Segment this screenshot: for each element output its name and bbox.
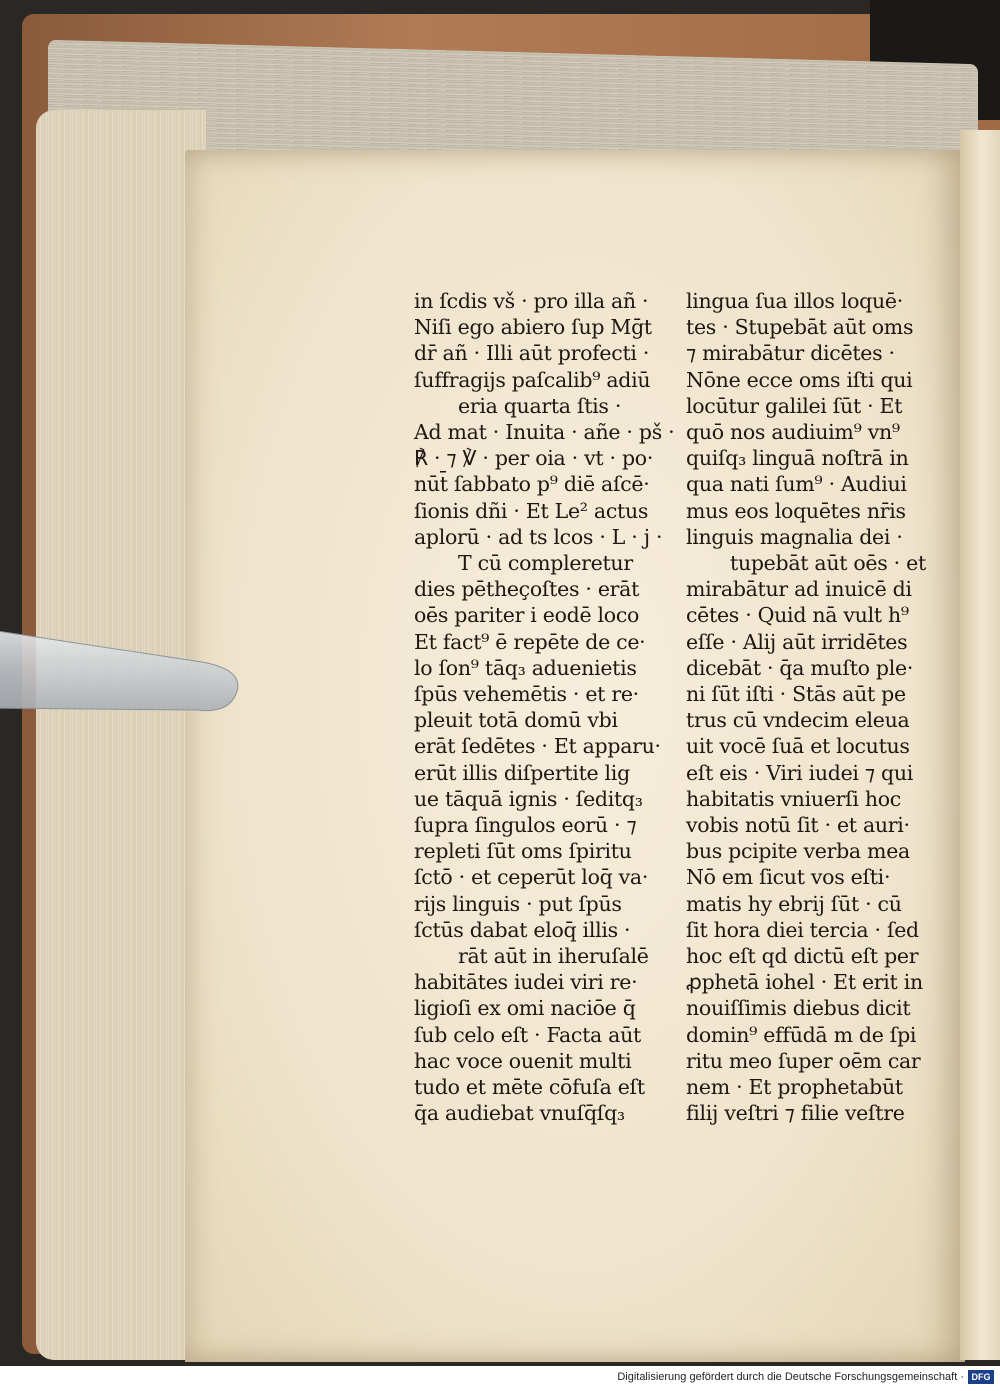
text-line: erāt ſedētes · Et apparu· <box>414 734 661 759</box>
text-line: repleti ſūt oms ſpiritu <box>414 839 632 864</box>
text-line: ꝓphetā iohel · Et erit in <box>686 970 923 995</box>
text-line: tes · Stupebāt aūt oms <box>686 315 914 340</box>
text-column-left <box>414 288 675 1127</box>
text-line: Nōne ecce oms iſti qui <box>686 367 913 392</box>
text-line: tudo et mēte cōfuſa eſt <box>414 1075 645 1100</box>
text-line: cētes · Quid nā vult h⁹ <box>686 603 909 628</box>
text-line: filij veſtri ⁊ filie veſtre <box>686 1101 905 1126</box>
text-line: bus pcipite verba mea <box>686 839 910 864</box>
text-line: rāt aūt in iheruſalē <box>458 944 649 969</box>
text-line: ſuffragijs paſcalib⁹ adiū <box>414 367 651 392</box>
text-line: linguis magnalia dei · <box>686 524 903 549</box>
text-line: matis hy ebrij ſūt · cū <box>686 891 902 916</box>
funding-credit: Digitalisierung gefördert durch die Deutsche Forschungsgemeinschaft · <box>617 1371 964 1383</box>
text-line: Et fact⁹ ē repēte de ce· <box>414 629 646 654</box>
text-line: oēs pariter i eodē loco <box>414 603 640 628</box>
text-line: eſt eis · Viri iudei ⁊ qui <box>686 760 913 785</box>
text-line: ⁊ mirabātur dicētes · <box>686 341 895 366</box>
text-line: nouiſſimis diebus dicit <box>686 996 911 1021</box>
page-edges-left <box>36 110 206 1360</box>
text-line: quō nos audiuim⁹ vn⁹ <box>686 420 900 445</box>
text-line: qua nati ſum⁹ · Audiui <box>686 472 907 497</box>
text-column-right <box>686 288 942 1127</box>
text-line: domin⁹ effūdā m de ſpi <box>686 1022 917 1047</box>
text-line: nūt̄ ſabbato p⁹ diē aſcē· <box>414 472 650 497</box>
text-line: quiſq₃ linguā noſtrā in <box>686 446 909 471</box>
text-line: hac voce ouenit multi <box>414 1048 632 1073</box>
bookmark-strip <box>0 622 248 718</box>
text-line: habitātes iudei viri re· <box>414 970 638 995</box>
text-line: in ſcdis vš · pro illa añ · <box>414 289 649 313</box>
text-line: ſctūs dabat eloq̄ illis · <box>414 917 631 942</box>
text-line: Ad mat · Inuita · añe · pš · <box>414 420 675 445</box>
text-line: locūtur galilei ſūt · Et <box>686 393 903 418</box>
text-line: ligioſi ex omi naciōe q̄ <box>414 996 636 1021</box>
text-line: eria quarta ſtis · <box>458 393 622 418</box>
facing-page-edge <box>960 130 1000 1360</box>
text-line: aplorū · ad ts lcos · L · j · <box>414 524 663 549</box>
text-line: ritu meo ſuper oēm car <box>686 1048 921 1073</box>
text-line: q̄a audiebat vnuſq̄ſq₃ <box>414 1101 625 1126</box>
text-line: ℟ · ⁊ ℣ · per oia · vt · po· <box>414 446 654 471</box>
text-line: ſctō · et ceperūt loq̄ va· <box>414 865 649 890</box>
text-line: uit vocē ſuā et locutus <box>686 734 910 759</box>
text-line: nem · Et prophetabūt <box>686 1075 903 1100</box>
text-line: rijs linguis · put ſpūs <box>414 891 622 916</box>
text-line: ſupra ſingulos eorū · ⁊ <box>414 813 637 838</box>
text-line: ſit hora diei tercia · ſed <box>686 917 919 942</box>
text-line: habitatis vniuerſi hoc <box>686 786 901 811</box>
text-line: pleuit totā domū vbi <box>414 708 618 733</box>
text-line: ue tāquā ignis · ſeditq₃ <box>414 786 643 811</box>
text-line: hoc eſt qd dictū eſt per <box>686 944 919 969</box>
text-line: vobis notū ſit · et auri· <box>686 813 910 838</box>
text-line: mirabātur ad inuicē di <box>686 577 912 602</box>
text-line: tupebāt aūt oēs · et <box>730 551 926 576</box>
text-line: ni ſūt iſti · Stās aūt pe <box>686 682 906 707</box>
text-line: ſub celo eſt · Facta aūt <box>414 1022 641 1047</box>
text-line: mus eos loquētes nr̄is <box>686 498 906 523</box>
text-line: Nō em ſicut vos eſti· <box>686 865 891 890</box>
text-line: ſionis dñi · Et Le² actus <box>414 498 649 523</box>
text-line: trus cū vndecim eleua <box>686 708 910 733</box>
text-line: dies pētheçoſtes · erāt <box>414 577 640 602</box>
text-line: erūt illis diſpertite lig <box>414 760 630 785</box>
text-line: dr̄ añ · Illi aūt profecti · <box>414 341 650 366</box>
text-line: T cū compleretur <box>458 551 633 576</box>
text-line: lingua ſua illos loquē· <box>686 289 903 313</box>
text-line: eſſe · Alij aūt irridētes <box>686 629 908 654</box>
text-line: Niſi ego abiero ſup Mḡt <box>414 315 652 340</box>
text-line: dicebāt · q̄a muſto ple· <box>686 655 914 680</box>
dfg-logo: DFG <box>968 1370 994 1384</box>
text-line: ſpūs vehemētis · et re· <box>414 682 639 707</box>
text-line: lo ſon⁹ tāq₃ aduenietis <box>414 655 637 680</box>
